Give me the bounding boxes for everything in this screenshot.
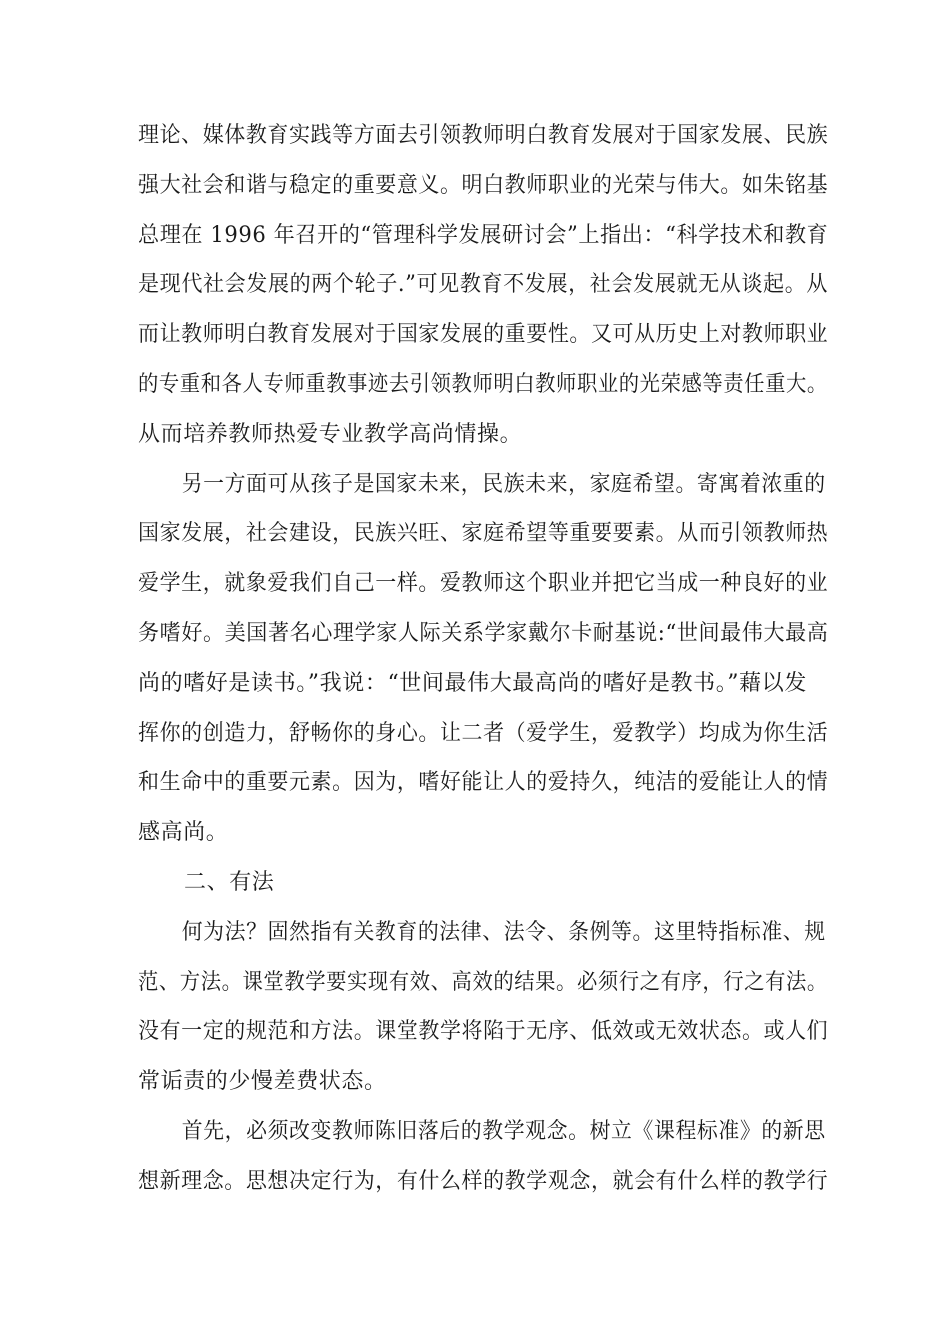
text-line: 感高尚。 — [138, 820, 229, 846]
body-text — [138, 118, 828, 1214]
text-line: 常诟责的少慢差费状态。 — [138, 1069, 387, 1095]
text-line: 是现代社会发展的两个轮子.”可见教育不发展，社会发展就无从谈起。从 — [138, 272, 829, 298]
text-line: 没有一定的规范和方法。课堂教学将陷于无序、低效或无效状态。或人们 — [138, 1019, 829, 1045]
text-line: 范、方法。课堂教学要实现有效、高效的结果。必须行之有序，行之有法。 — [138, 969, 828, 995]
text-line: 务嗜好。美国著名心理学家人际关系学家戴尔卡耐基说:“世间最伟大最高 — [138, 620, 829, 646]
text-line: 和生命中的重要元素。因为，嗜好能让人的爱持久，纯洁的爱能让人的情 — [138, 770, 829, 796]
text-line: 而让教师明白教育发展对于国家发展的重要性。又可从历史上对教师职业 — [138, 322, 829, 348]
text-line: 挥你的创造力，舒畅你的身心。让二者（爱学生，爱教学）均成为你生活 — [138, 720, 829, 746]
paragraph-first-line: 二、有法 — [184, 869, 275, 895]
text-line: 国家发展，社会建设，民族兴旺、家庭希望等重要要素。从而引领教师热 — [138, 521, 829, 547]
paragraph-first-line: 首先，必须改变教师陈旧落后的教学观念。树立《课程标准》的新思 — [181, 1118, 826, 1144]
text-line: 尚的嗜好是读书。”我说：“世间最伟大最高尚的嗜好是教书。”藉以发 — [138, 670, 807, 696]
text-line: 总理在 1996 年召开的“管理科学发展研讨会”上指出：“科学技术和教育 — [138, 222, 829, 248]
text-line: 从而培养教师热爱专业教学高尚情操。 — [138, 421, 523, 447]
text-line: 强大社会和谐与稳定的重要意义。明白教师职业的光荣与伟大。如朱铭基 — [138, 172, 829, 198]
text-line: 理论、媒体教育实践等方面去引领教师明白教育发展对于国家发展、民族 — [138, 123, 829, 148]
text-line: 想新理念。思想决定行为，有什么样的教学观念，就会有什么样的教学行 — [138, 1168, 829, 1194]
text-line: 的专重和各人专师重教事迹去引领教师明白教师职业的光荣感等责任重大。 — [138, 371, 828, 397]
paragraph-first-line: 何为法？固然指有关教育的法律、法令、条例等。这里特指标准、规 — [181, 919, 826, 945]
paragraph-first-line: 另一方面可从孩子是国家未来，民族未来，家庭希望。寄寓着浓重的 — [181, 471, 826, 497]
text-line: 爱学生，就象爱我们自己一样。爱教师这个职业并把它当成一种良好的业 — [138, 571, 829, 597]
